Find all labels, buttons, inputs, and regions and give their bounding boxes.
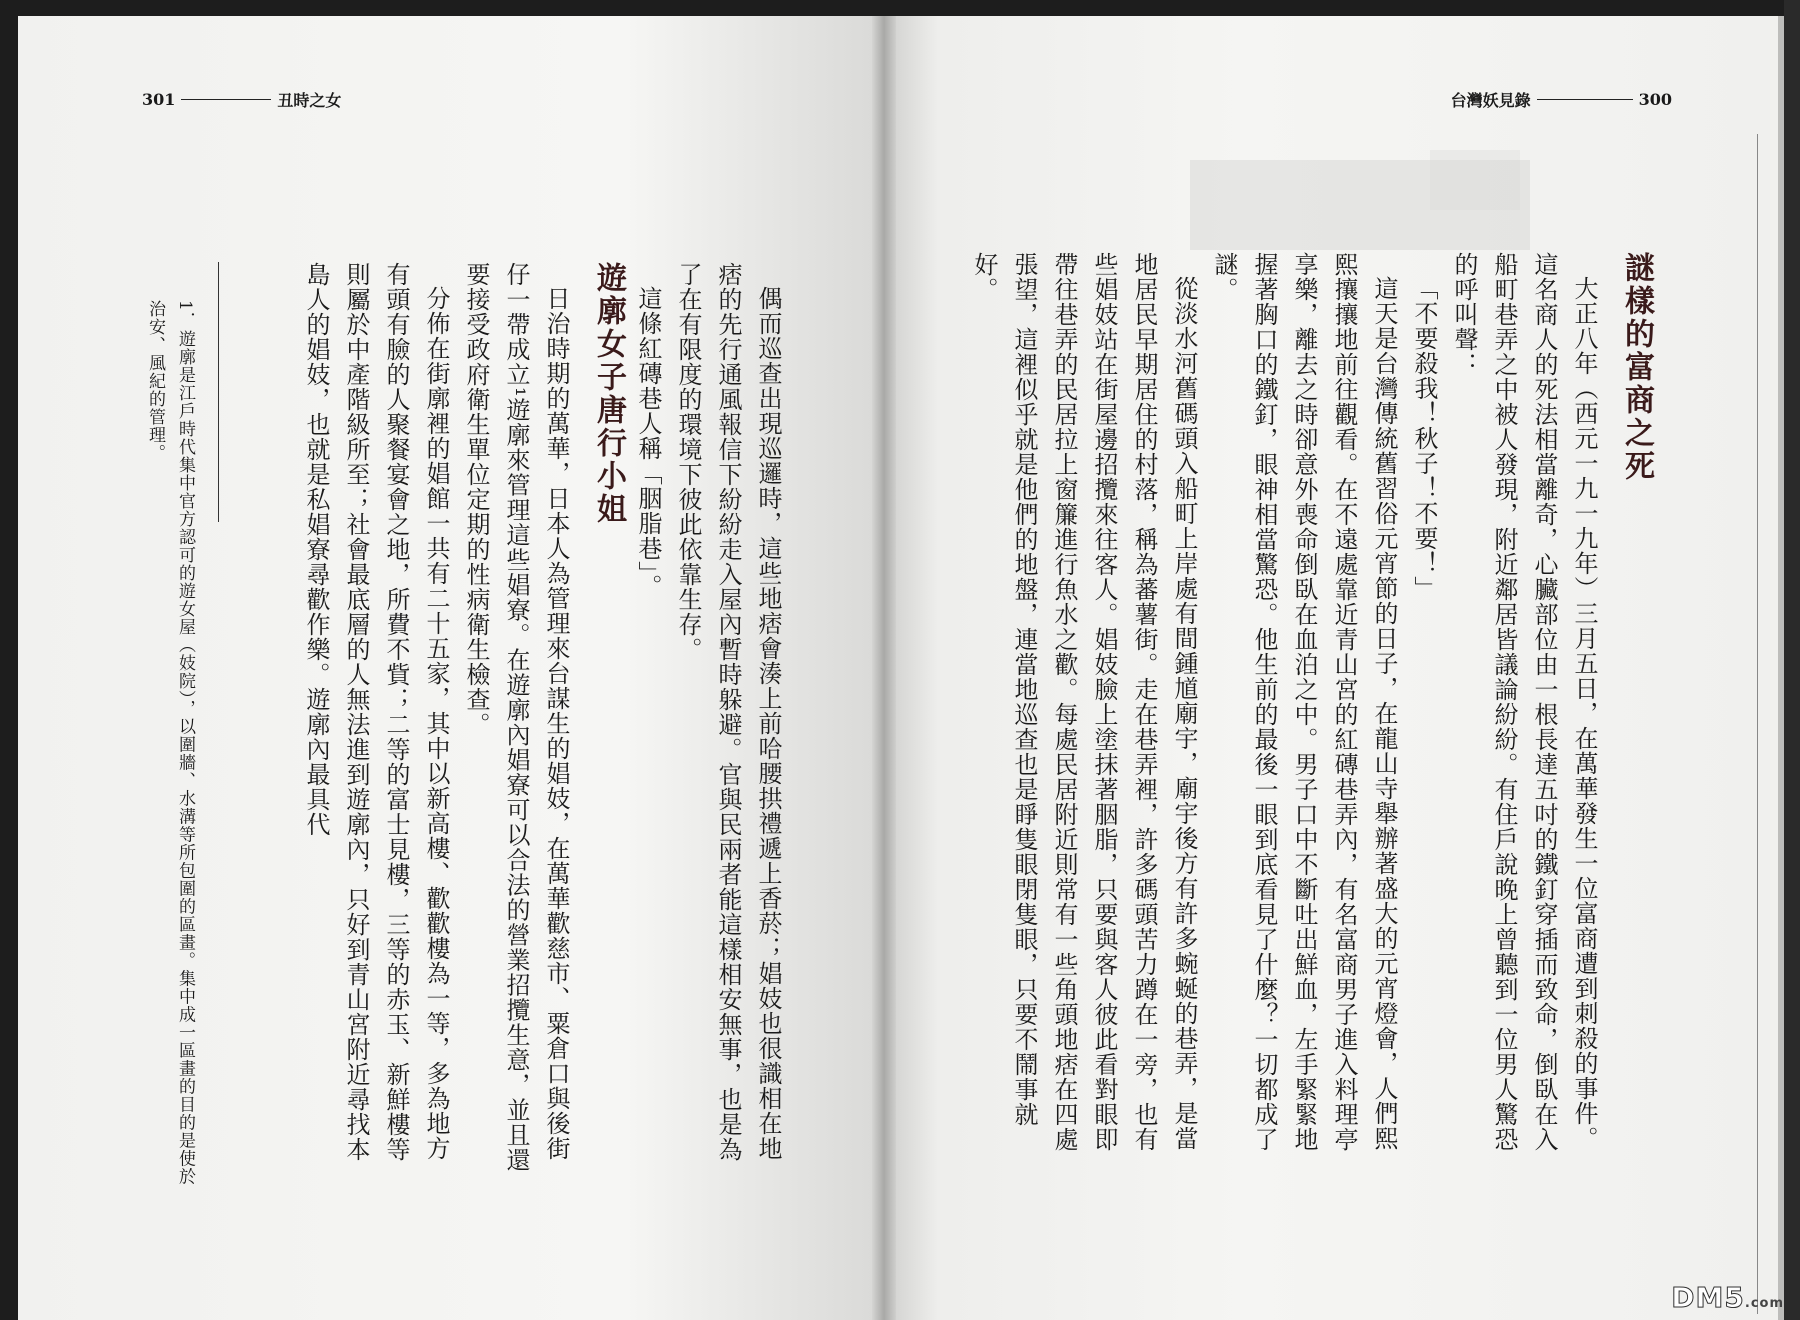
header-rule: [181, 99, 271, 100]
page-number: 301: [142, 90, 176, 109]
paragraph: 從淡水河舊碼頭入船町上岸處有間鍾馗廟宇，廟宇後方有許多蜿蜒的巷弄，是當地居民早期居住的村落，稱為蕃薯街。走在巷弄裡，許多碼頭苦力蹲在一旁，也有些娼妓站在街屋邊招攬來往客人。娼妓臉上塗抹著胭脂，只要與客人彼此看對眼即帶往巷弄的民居拉上窗簾進行魚水之歡。每處民居附近則常有一些角頭地痞在四處張望，這裡似乎就是他們的地盤，連當地巡查也是睜隻眼閉隻眼，只要不鬧事就好。: [970, 252, 1198, 1152]
scan-edge: [1784, 0, 1800, 1320]
book-gutter: [872, 16, 896, 1320]
left-running-head: [142, 88, 341, 111]
watermark-domain: .com: [1744, 1296, 1784, 1311]
margin-rule: [1757, 134, 1758, 1314]
footnote-text: 1．遊廓是江戶時代集中官方認可的遊女屋（妓院），以圍牆、水溝等所包圍的區畫。集中成一區畫的目的是使於治安、風紀的管理。: [145, 300, 195, 1186]
left-body-text: [296, 262, 788, 1182]
paragraph: 日治時期的萬華，日本人為管理來台謀生的娼妓，在萬華歡慈市、粟倉口與後街仔一帶成立¹遊廓來管理這些娼寮。在遊廓內娼寮可以合法的營業招攬生意，並且還要接受政府衛生單位定期的性病衛生檢查。: [462, 262, 570, 1173]
watermark-brand: DM5: [1671, 1281, 1745, 1314]
running-title: 丑時之女: [277, 91, 342, 110]
footnote-rule: [218, 262, 219, 522]
footnote: [140, 300, 200, 1200]
paragraph: 分佈在街廓裡的娼館一共有二十五家，其中以新高樓、歡歡樓為一等，多為地方有頭有臉的人聚餐宴會之地，所費不貲；二等的富士見樓，三等的赤玉、新鮮樓等則屬於中產階級所至；社會最底層的人無法進到遊廓內，只好到青山宮附近尋找本島人的娼妓，也就是私娼寮尋歡作樂。遊廓內最具代: [302, 262, 450, 1162]
right-running-head: [1451, 88, 1672, 111]
paragraph: 這條紅磚巷人稱「胭脂巷」。: [634, 286, 662, 599]
page-edge: [1778, 16, 1784, 1320]
site-watermark: [1671, 1281, 1784, 1314]
paragraph: 偶而巡查出現巡邏時，這些地痞會湊上前哈腰拱禮遞上香菸；娼妓也很識相在地痞的先行通風報信下紛紛走入屋內暫時躲避。官與民兩者能這樣相安無事，也是為了在有限度的環境下彼此依靠生存。: [674, 262, 782, 1162]
header-rule: [1537, 99, 1633, 100]
show-through-shade: [1430, 150, 1520, 210]
paragraph: 大正八年（西元一九一九年）三月五日，在萬華發生一位富商遭到刺殺的事件。這名商人的死法相當離奇，心臟部位由一根長達五吋的鐵釘穿插而致命，倒臥在入船町巷弄之中被人發現，附近鄰居皆議論紛紛。有住戶說晚上曾聽到一位男人驚恐的呼叫聲：: [1450, 252, 1598, 1152]
section-heading: 遊廓女子唐行小姐: [591, 262, 626, 526]
section-heading: 謎樣的富商之死: [1619, 252, 1654, 483]
paragraph: 這天是台灣傳統舊習俗元宵節的日子，在龍山寺舉辦著盛大的元宵燈會，人們熙熙攘攘地前往觀看。在不遠處靠近青山宮的紅磚巷弄內，有名富商男子進入料理亭享樂，離去之時卻意外喪命倒臥在血泊之中。男子口中不斷吐出鮮血，左手緊緊地握著胸口的鐵釘，眼神相當驚恐。他生前的最後一眼到底看見了什麼？一切都成了謎。: [1210, 252, 1398, 1152]
page-number: 300: [1638, 90, 1672, 109]
right-body-text: [964, 252, 1656, 1172]
running-title: 台灣妖見錄: [1450, 91, 1531, 110]
paragraph: 「不要殺我！秋子！不要！」: [1410, 276, 1438, 601]
